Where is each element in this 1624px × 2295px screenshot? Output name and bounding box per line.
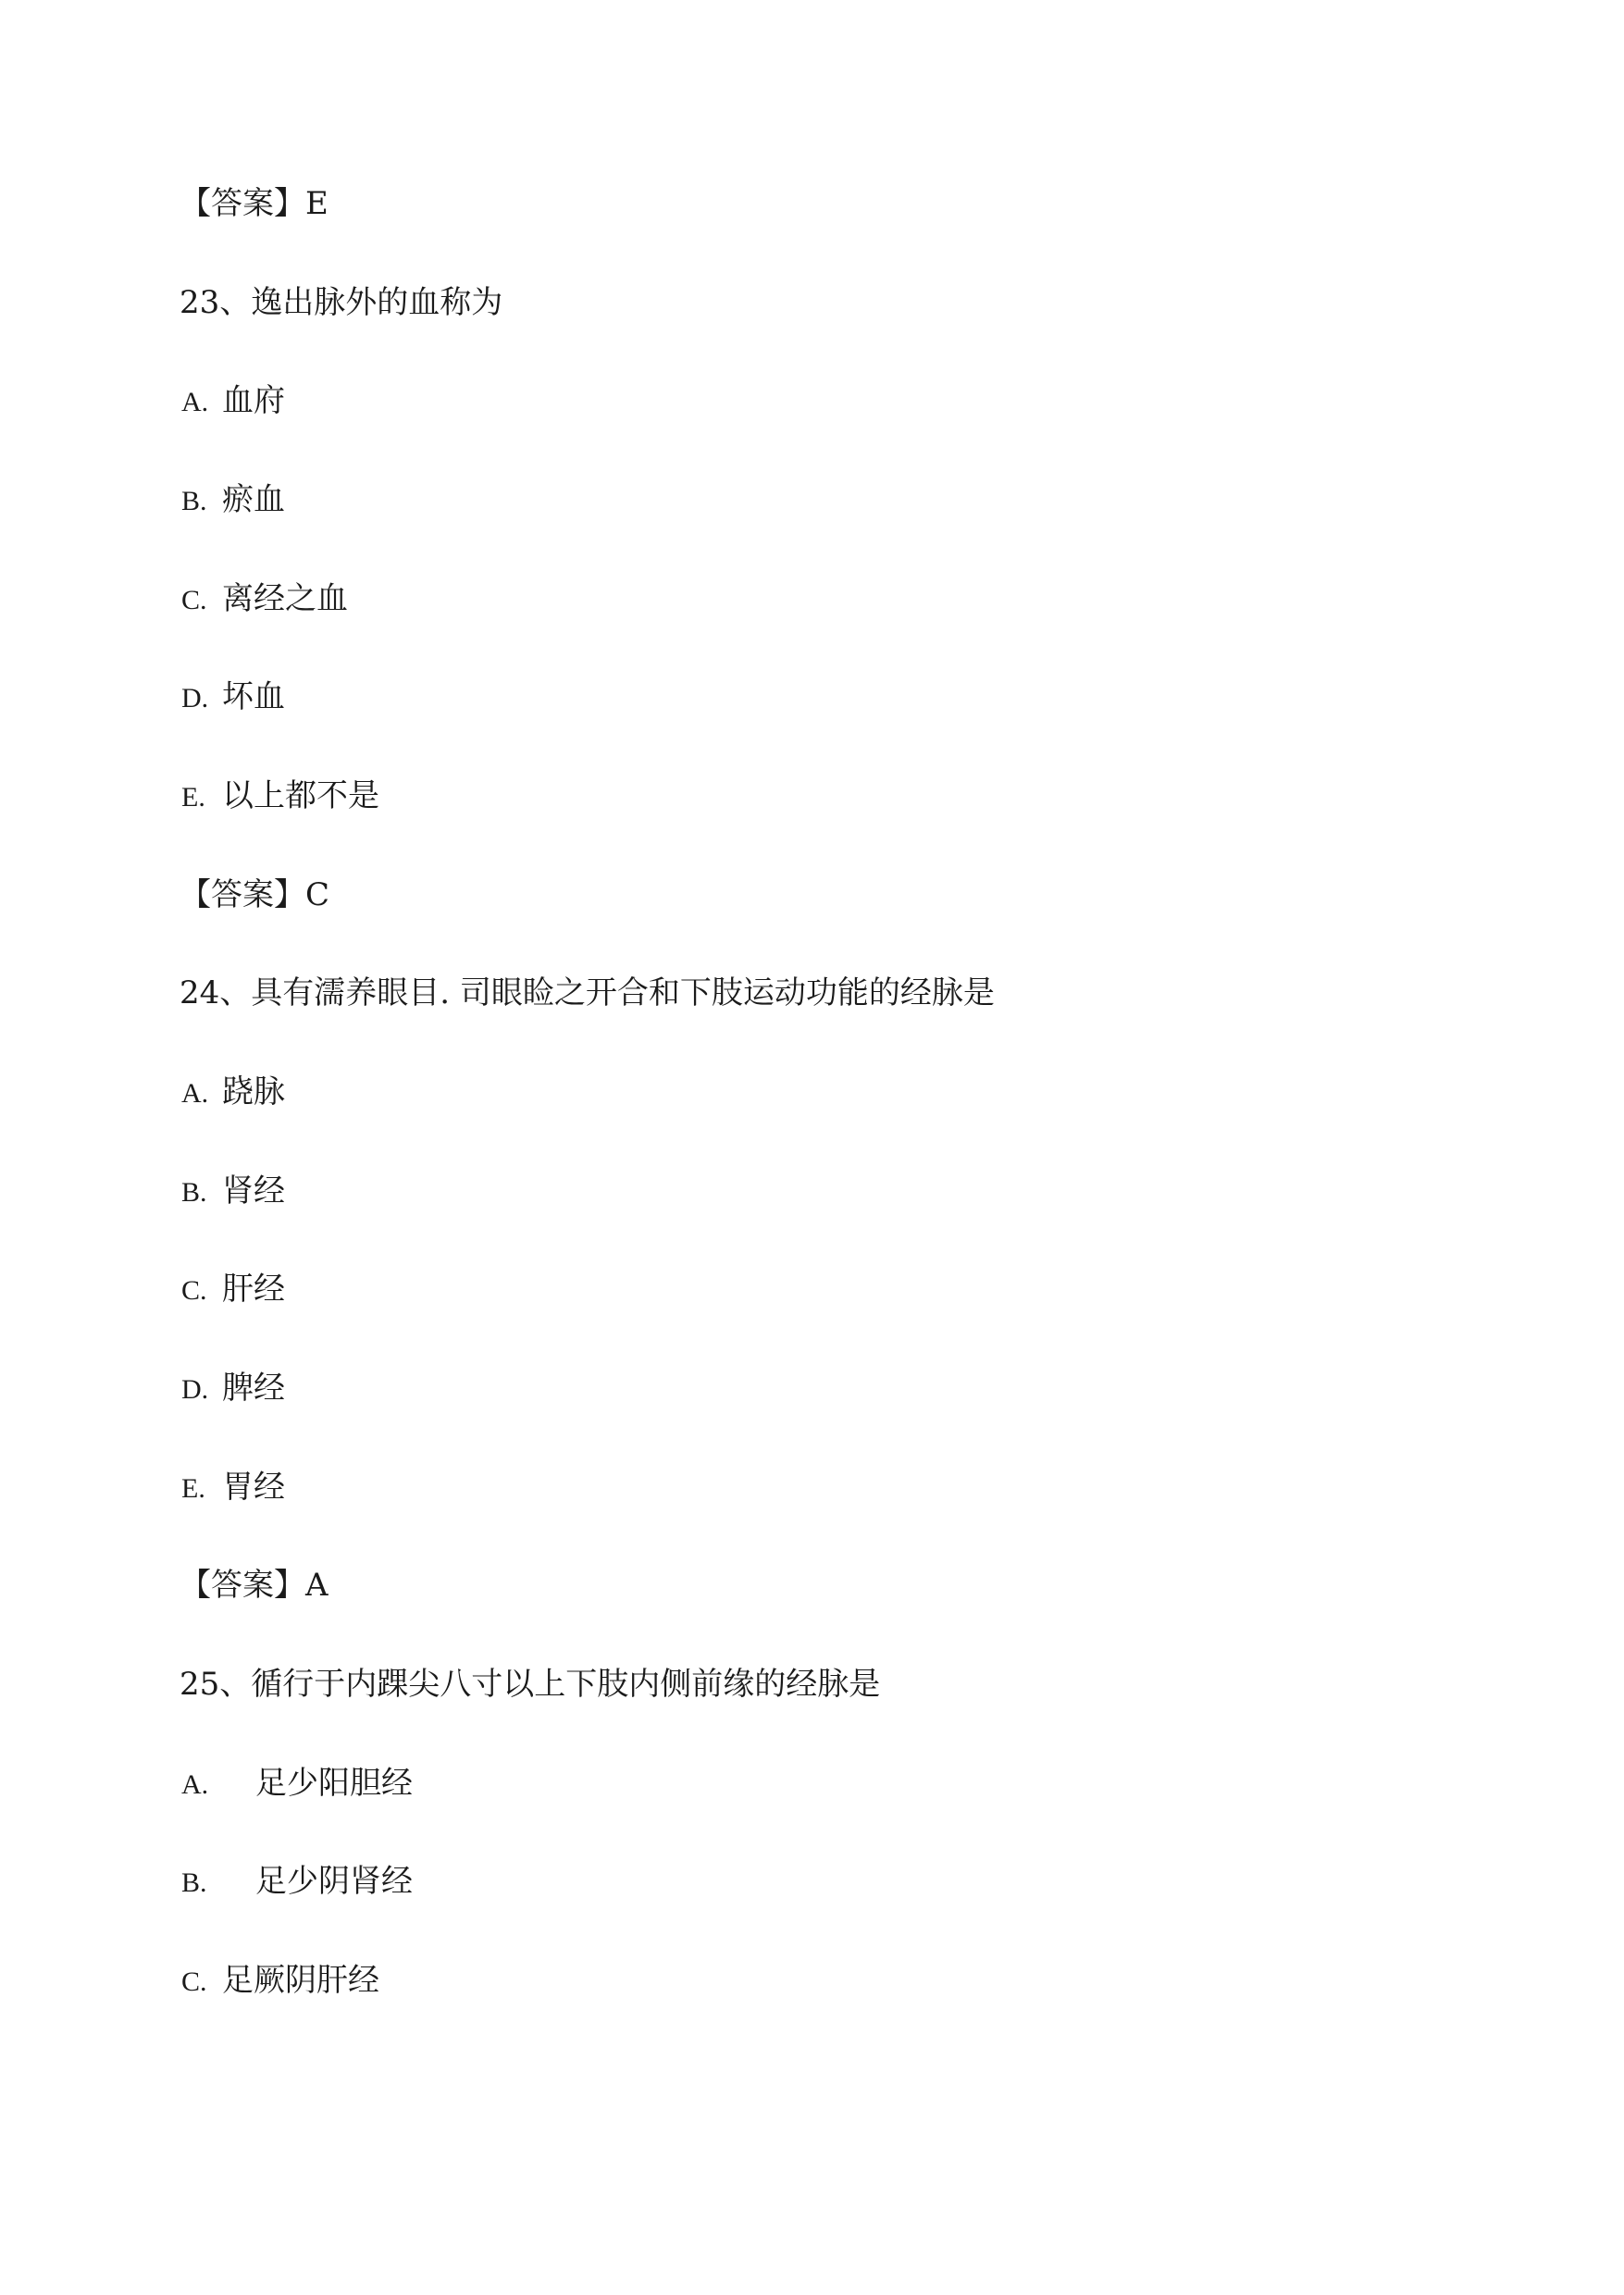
option-label: C. xyxy=(181,1275,207,1306)
question-23: 23、逸出脉外的血称为 xyxy=(180,284,503,321)
option-23-b xyxy=(181,481,285,520)
option-24-e xyxy=(181,1469,285,1507)
option-25-b xyxy=(181,1863,413,1902)
option-label: A. xyxy=(181,1078,209,1109)
option-text: 足厥阴肝经 xyxy=(222,1962,379,1999)
option-text: 坏血 xyxy=(222,678,285,715)
option-label: B. xyxy=(181,1867,207,1898)
option-23-a xyxy=(181,382,285,421)
answer-24: 【答案】A xyxy=(180,1567,329,1604)
option-text: 血府 xyxy=(222,382,285,419)
option-label: D. xyxy=(181,683,209,713)
option-text: 脾经 xyxy=(222,1370,285,1407)
option-label: C. xyxy=(181,1966,207,1997)
option-text: 跷脉 xyxy=(222,1073,285,1110)
option-25-c xyxy=(181,1962,379,2001)
option-label: D. xyxy=(181,1374,209,1405)
option-text: 瘀血 xyxy=(222,481,285,518)
option-label: A. xyxy=(181,1769,209,1800)
option-text: 以上都不是 xyxy=(222,777,379,814)
option-text: 足少阳胆经 xyxy=(255,1765,413,1802)
option-23-d xyxy=(181,678,285,717)
option-23-e xyxy=(181,777,379,816)
question-24: 24、具有濡养眼目. 司眼睑之开合和下肢运动功能的经脉是 xyxy=(180,974,995,1011)
option-text: 离经之血 xyxy=(222,580,348,617)
option-label: E. xyxy=(181,782,205,813)
answer-23: 【答案】C xyxy=(180,876,330,913)
question-25: 25、循行于内踝尖八寸以上下肢内侧前缘的经脉是 xyxy=(180,1666,881,1703)
option-23-c xyxy=(181,580,348,619)
option-text: 胃经 xyxy=(222,1469,285,1506)
option-24-d xyxy=(181,1370,285,1408)
option-24-c xyxy=(181,1271,285,1309)
answer-22: 【答案】E xyxy=(180,185,329,222)
option-label: A. xyxy=(181,387,209,417)
option-25-a xyxy=(181,1765,413,1804)
option-label: C. xyxy=(181,585,207,615)
option-text: 足少阴肾经 xyxy=(255,1863,413,1900)
option-24-a xyxy=(181,1073,285,1112)
option-label: B. xyxy=(181,1177,207,1208)
option-24-b xyxy=(181,1172,285,1211)
option-text: 肝经 xyxy=(222,1271,285,1308)
option-text: 肾经 xyxy=(222,1172,285,1210)
option-label: E. xyxy=(181,1473,205,1504)
option-label: B. xyxy=(181,486,207,516)
